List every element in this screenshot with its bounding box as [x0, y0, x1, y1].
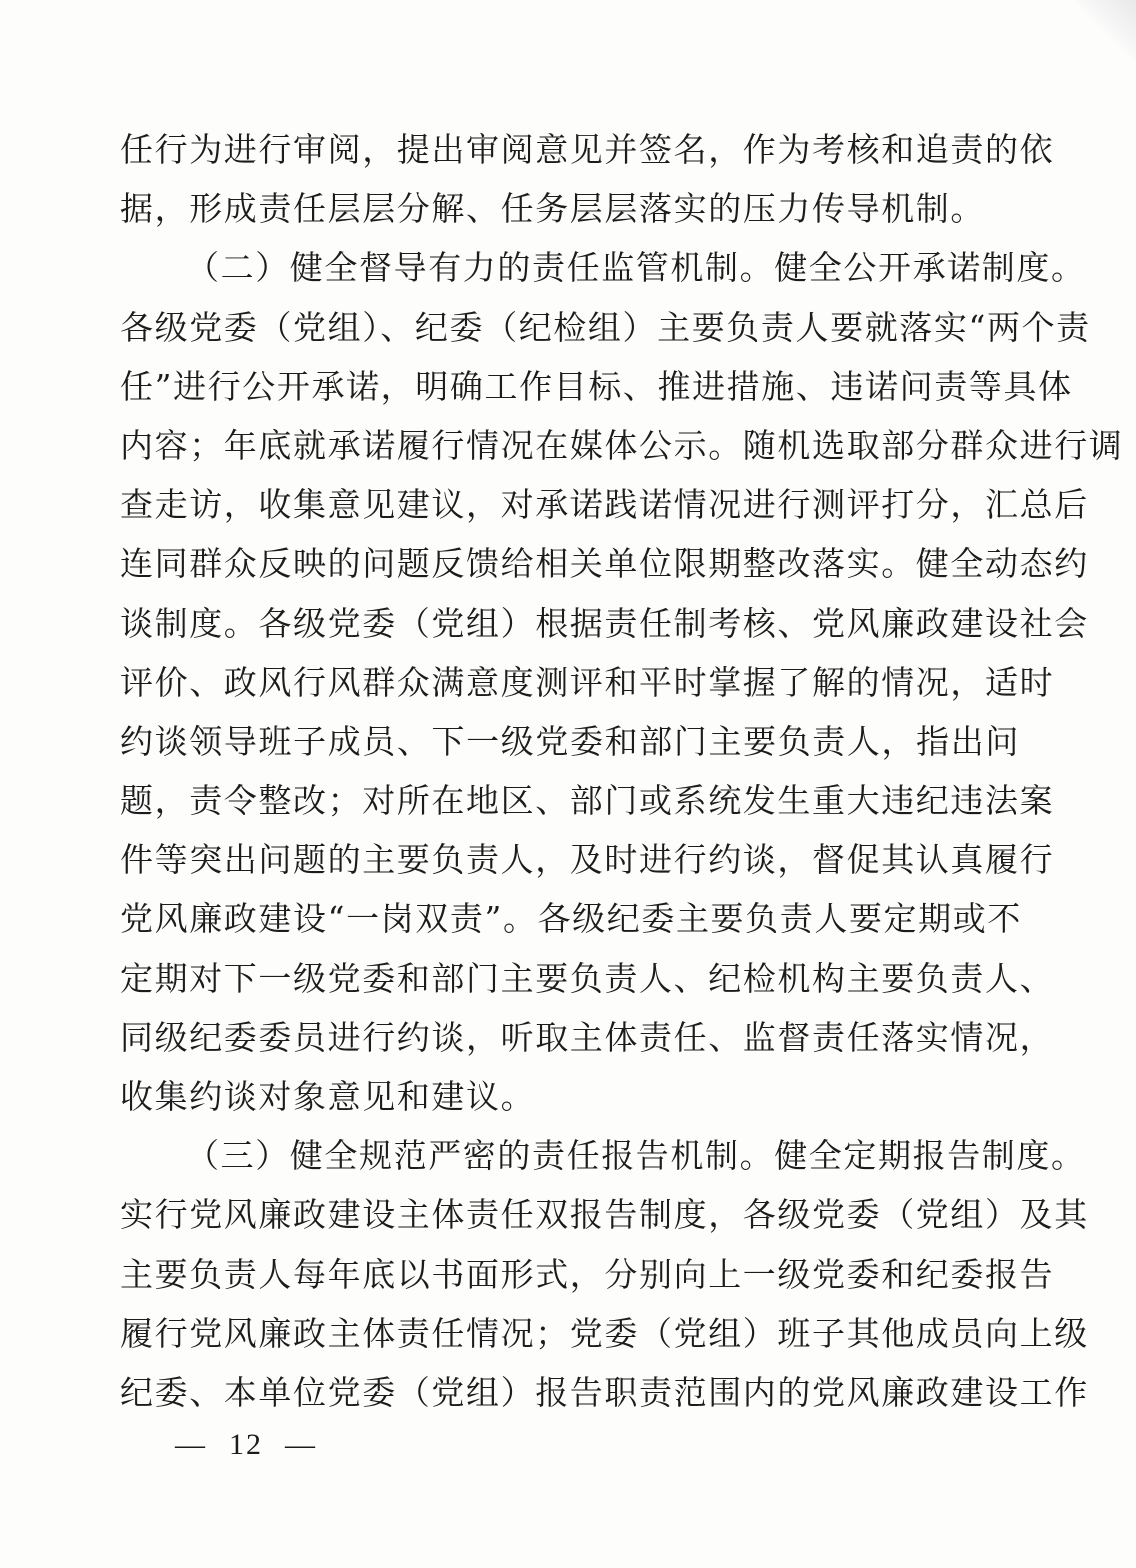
body-text [120, 120, 1124, 1422]
page-number-dash-right: — [285, 1428, 317, 1461]
text-line: 履行党风廉政主体责任情况；党委（党组）班子其他成员向上级 [120, 1313, 1089, 1353]
text-line: 查走访，收集意见建议，对承诺践诺情况进行测评打分，汇总后 [120, 485, 1089, 525]
text-line: 约谈领导班子成员、下一级党委和部门主要负责人，指出问 [120, 721, 1020, 761]
text-line: 内容；年底就承诺履行情况在媒体公示。随机选取部分群众进行调 [120, 425, 1124, 465]
page-number-value: 12 [229, 1428, 263, 1461]
text-line: 收集约谈对象意见和建议。 [120, 1077, 536, 1116]
text-line: 评价、政风行风群众满意度测评和平时掌握了解的情况，适时 [120, 662, 1055, 702]
text-line: 纪委、本单位党委（党组）报告职责范围内的党风廉政建设工作 [120, 1372, 1089, 1412]
section-heading-line: （三）健全规范严密的责任报告机制。健全定期报告制度。 [186, 1136, 1086, 1176]
text-line: 党风廉政建设“一岗双责”。各级纪委主要负责人要定期或不 [120, 899, 1022, 939]
text-line: 任行为进行审阅，提出审阅意见并签名，作为考核和追责的依 [120, 130, 1055, 169]
section-heading-line: （二）健全督导有力的责任监管机制。健全公开承诺制度。 [186, 248, 1086, 288]
text-line: 各级党委（党组）、纪委（纪检组）主要负责人要就落实“两个责 [120, 307, 1091, 347]
text-line: 谈制度。各级党委（党组）根据责任制考核、党风廉政建设社会 [120, 603, 1089, 643]
text-line: 主要负责人每年底以书面形式，分别向上一级党委和纪委报告 [120, 1254, 1055, 1294]
text-line: 件等突出问题的主要负责人，及时进行约谈，督促其认真履行 [120, 840, 1055, 880]
text-line: 同级纪委委员进行约谈，听取主体责任、监督责任落实情况， [120, 1017, 1055, 1057]
text-line: 任”进行公开承诺，明确工作目标、推进措施、违诺问责等具体 [120, 366, 1073, 406]
text-line: 连同群众反映的问题反馈给相关单位限期整改落实。健全动态约 [120, 544, 1089, 584]
text-line: 题，责令整改；对所在地区、部门或系统发生重大违纪违法案 [120, 781, 1055, 821]
text-line: 实行党风廉政建设主体责任双报告制度，各级党委（党组）及其 [120, 1195, 1089, 1235]
page-number-dash-left: — [175, 1428, 207, 1461]
text-line: 定期对下一级党委和部门主要负责人、纪检机构主要负责人、 [120, 958, 1055, 998]
text-line: 据，形成责任层层分解、任务层层落实的压力传导机制。 [120, 189, 985, 229]
page-corner-fold [1076, 0, 1136, 60]
page-number [175, 1428, 317, 1462]
